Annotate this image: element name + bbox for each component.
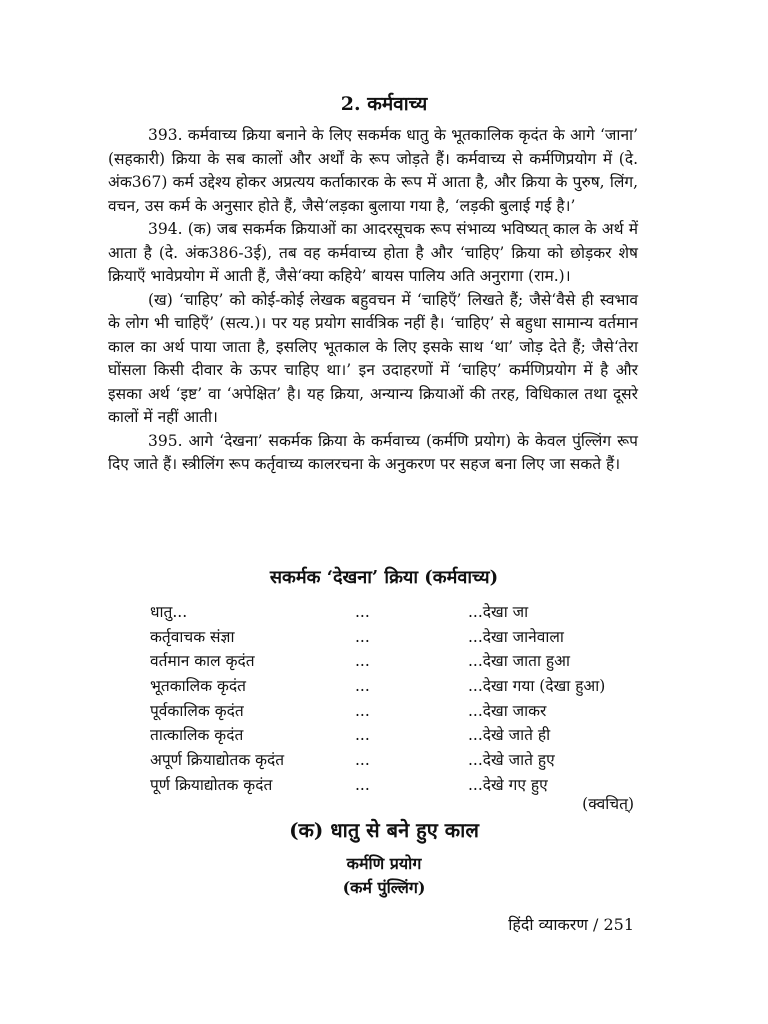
paragraph-395: 395. आगे ‘देखना’ सकर्मक क्रिया के कर्मवाच्य (कर्मणि प्रयोग) के केवल पुंल्लिंग रूप दिए जाते हैं। स्त्रीलिंग रूप कर्तृवाच्य कालरचना के अनुकरण पर सहज बना लिए जा सकते हैं। xyxy=(108,431,638,473)
kvachit-note: (क्वचित्) xyxy=(582,795,634,813)
form-row xyxy=(150,723,650,748)
form-row xyxy=(150,699,650,724)
form-value: ...देखा गया (देखा हुआ) xyxy=(468,677,606,696)
form-dots: ... xyxy=(355,701,370,720)
form-label: पूर्वकालिक कृदंत xyxy=(150,701,244,720)
form-row xyxy=(150,674,650,699)
form-value: ...देखे जाते हुए xyxy=(468,751,555,770)
page-footer: हिंदी व्याकरण / 251 xyxy=(508,915,634,934)
subsection-subtitle-1: कर्मणि प्रयोग xyxy=(346,854,422,873)
form-value: ...देखा जा xyxy=(468,603,529,621)
form-label: वर्तमान काल कृदंत xyxy=(150,652,255,671)
form-value: ...देखा जाता हुआ xyxy=(468,652,570,671)
form-label: तात्कालिक कृदंत xyxy=(150,726,244,745)
form-row xyxy=(150,625,650,650)
form-value: ...देखे गए हुए xyxy=(468,775,548,794)
form-row xyxy=(150,748,650,773)
paragraph-394-ka: 394. (क) जब सकर्मक क्रियाओं का आदरसूचक रूप संभाव्य भविष्यत् काल के अर्थ में आता है (दे. अंक386-3ई), तब वह कर्मवाच्य होता है और ‘चाहिए’ क्रिया को छोड़कर शेष क्रियाएँ भावेप्रयोग में आती हैं, जैसे‘क्या कहिये’ बायस पालिय अति अनुरागा (राम.)। xyxy=(108,220,638,285)
form-dots: ... xyxy=(355,677,370,696)
form-dots: ... xyxy=(355,652,370,671)
form-label: पूर्ण क्रियाद्योतक कृदंत xyxy=(150,775,273,794)
body-text xyxy=(108,124,638,477)
subsection-subtitle-2: (कर्म पुंल्लिंग) xyxy=(342,878,426,897)
form-dots: ... xyxy=(355,627,370,646)
form-value: ...देखे जाते ही xyxy=(468,726,551,745)
form-row xyxy=(150,600,650,625)
form-dots: ... xyxy=(355,726,370,745)
form-dots: ... xyxy=(355,775,370,794)
form-label: अपूर्ण क्रियाद्योतक कृदंत xyxy=(150,751,285,770)
subsection-title: (क) धातु से बने हुए काल xyxy=(289,818,479,842)
paragraph-393: 393. कर्मवाच्य क्रिया बनाने के लिए सकर्मक धातु के भूतकालिक कृदंत के आगे ‘जाना’ (सहकारी) क्रिया के सब कालों और अर्थों के रूप जोड़ते हैं। कर्मवाच्य से कर्मणिप्रयोग में (दे. अंक367) कर्म उद्देश्य होकर अप्रत्यय कर्ताकारक के रूप में आता है, और क्रिया के पुरुष, लिंग, वचन, उस कर्म के अनुसार होते हैं, जैसे‘लड़का बुलाया गया है, ‘लड़की बुलाई गई है।’ xyxy=(108,126,638,215)
form-label: कर्तृवाचक संज्ञा xyxy=(150,627,235,646)
form-row xyxy=(150,649,650,674)
form-label: धातु... xyxy=(150,603,188,621)
paragraph-394-kha: (ख) ‘चाहिए’ को कोई-कोई लेखक बहुवचन में ‘चाहिएँ’ लिखते हैं; जैसे‘वैसे ही स्वभाव के लोग भी चाहिएँ’ (सत्य.)। पर यह प्रयोग सार्वत्रिक नहीं है। ‘चाहिए’ से बहुधा सामान्य वर्तमान काल का अर्थ पाया जाता है, इसलिए भूतकाल के लिए इसके साथ ‘था’ जोड़ देते हैं; जैसे‘तेरा घोंसला किसी दीवार के ऊपर चाहिए था।’ इन उदाहरणों में ‘चाहिए’ कर्मणिप्रयोग में है और इसका अर्थ ‘इष्ट’ वा ‘अपेक्षित’ है। यह क्रिया, अन्यान्य क्रियाओं की तरह, विधिकाल तथा दूसरे कालों में नहीं आती। xyxy=(108,290,638,426)
form-label: भूतकालिक कृदंत xyxy=(150,677,246,696)
form-value: ...देखा जानेवाला xyxy=(468,627,564,646)
section-title: 2. कर्मवाच्य xyxy=(340,93,428,115)
form-value: ...देखा जाकर xyxy=(468,701,547,720)
forms-table xyxy=(150,600,650,798)
forms-title: सकर्मक ‘देखना’ क्रिया (कर्मवाच्य) xyxy=(269,567,499,588)
form-dots: ... xyxy=(355,603,370,621)
form-dots: ... xyxy=(355,751,370,770)
